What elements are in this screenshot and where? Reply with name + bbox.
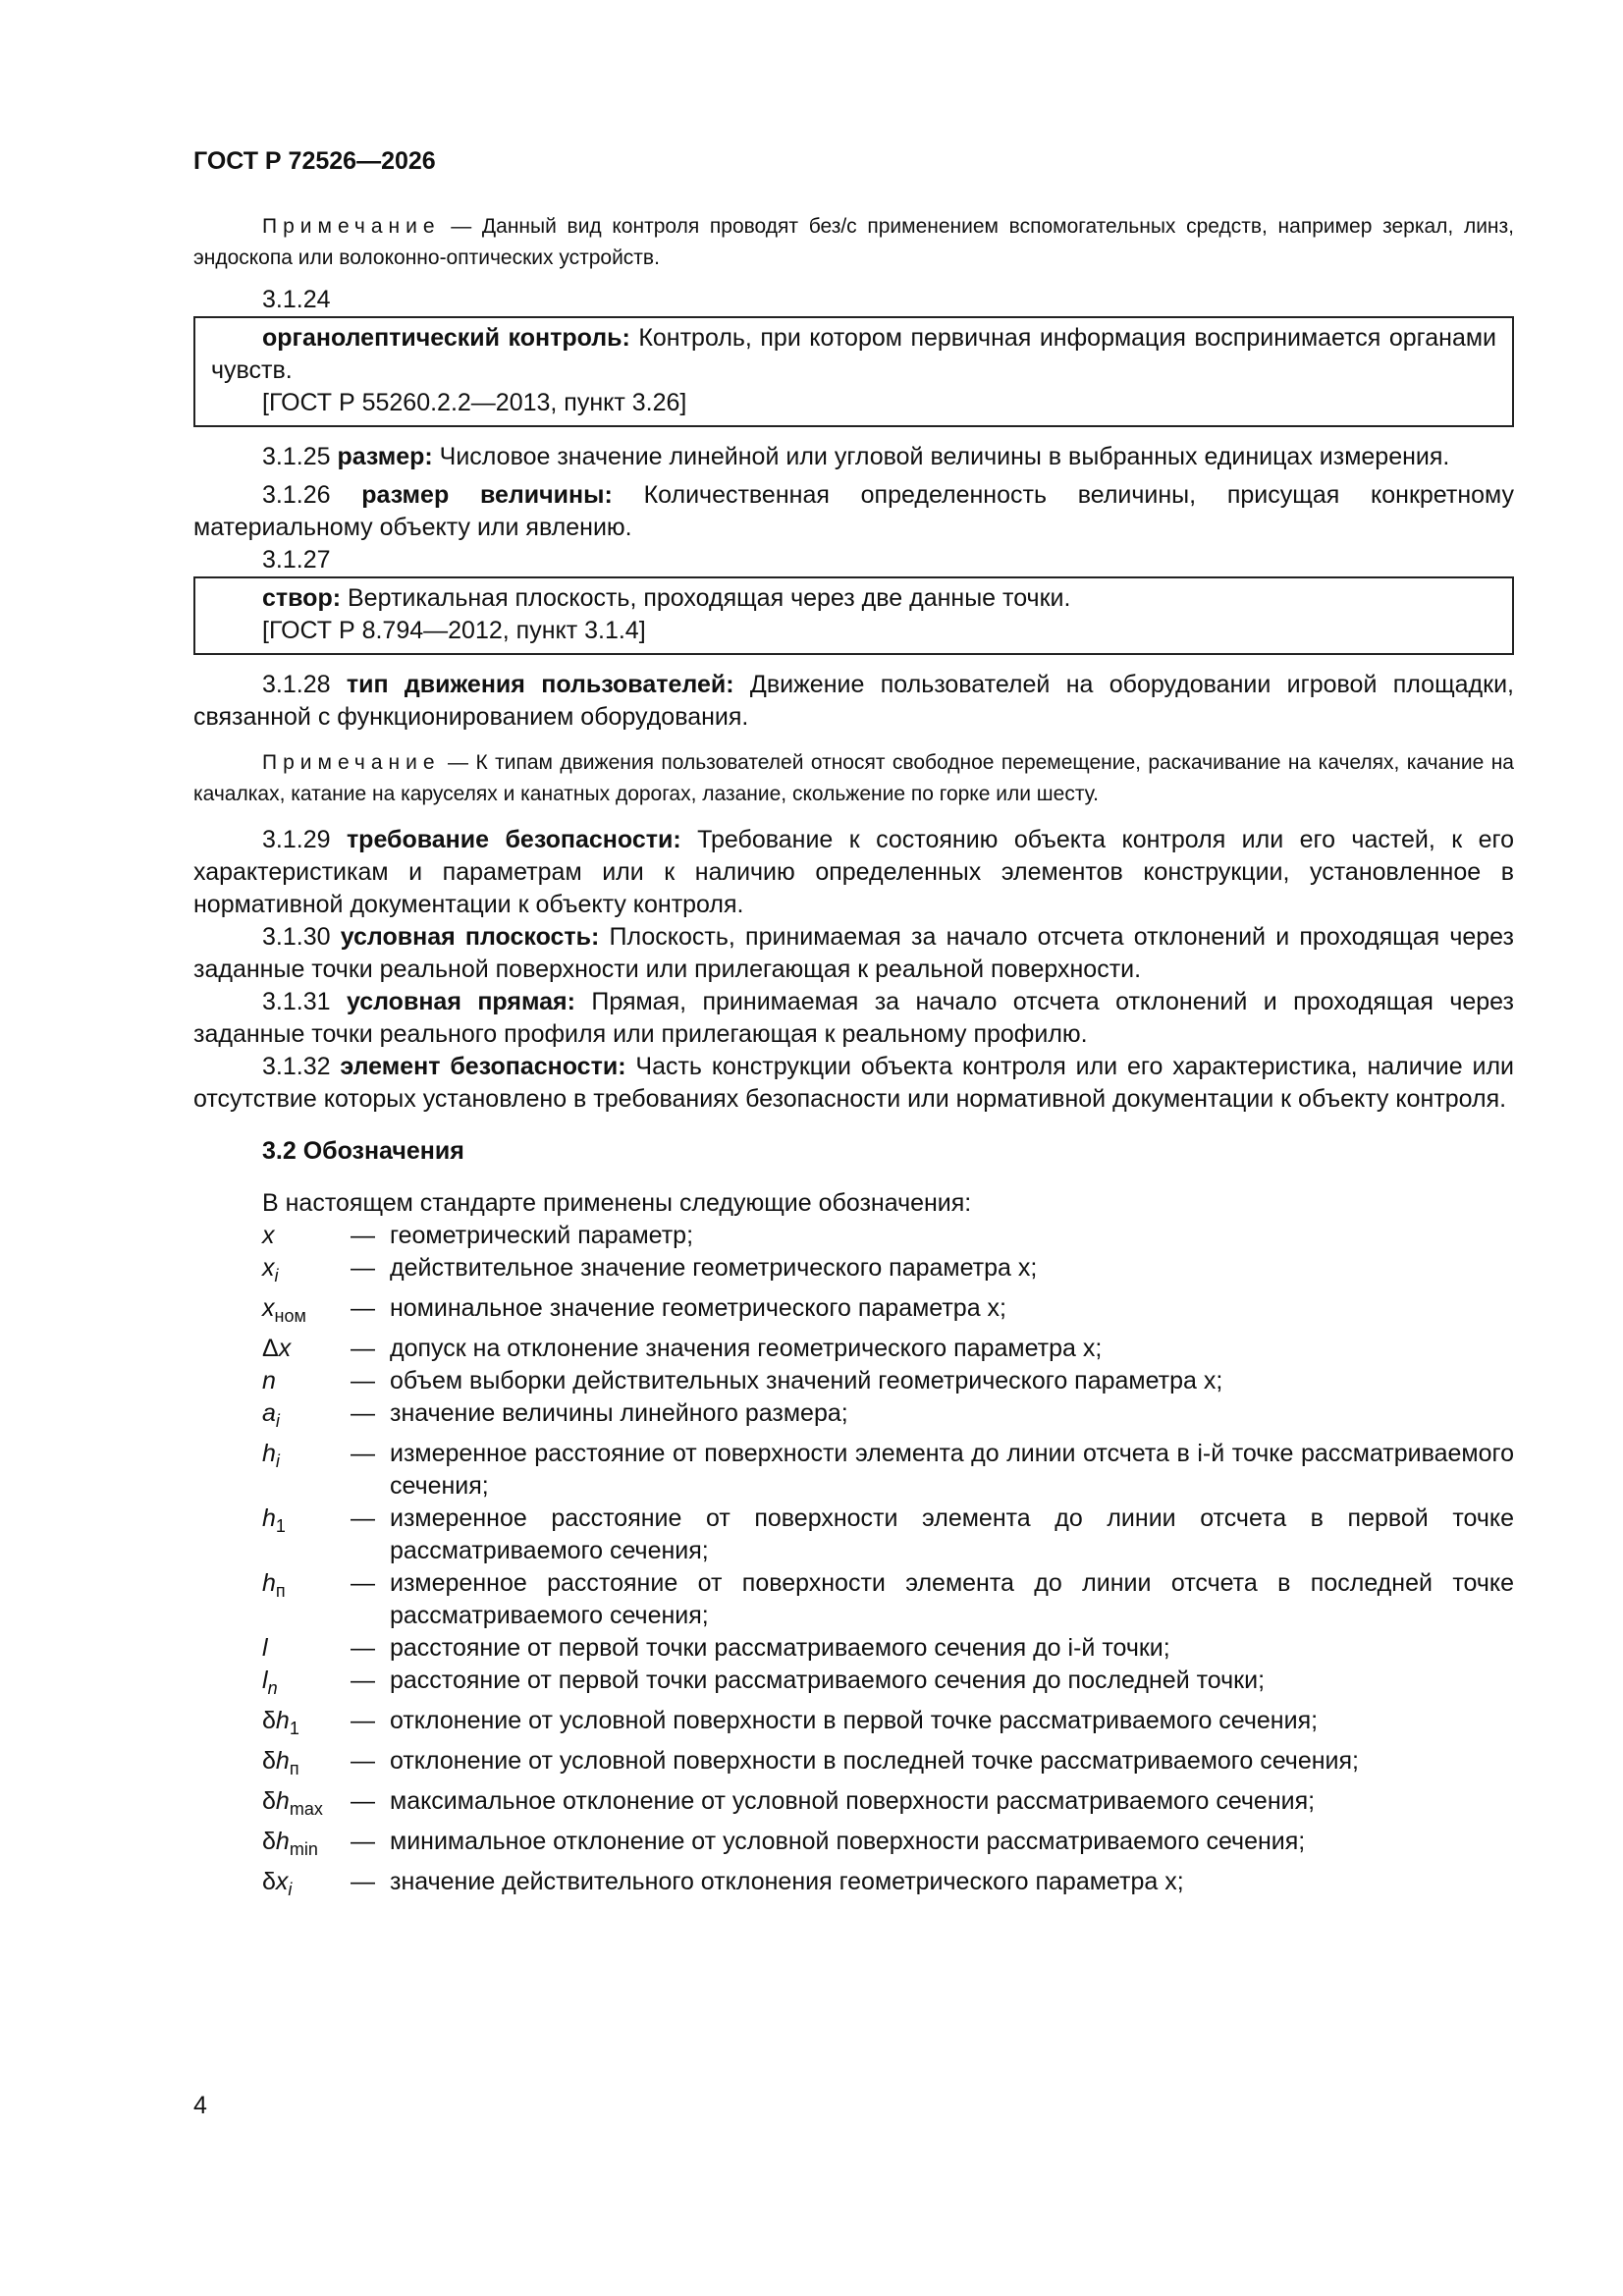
symbol-row: n — объем выборки действительных значений геометрического параметра x;: [193, 1365, 1514, 1397]
term-3-1-31: [193, 986, 1514, 1051]
term-source: [ГОСТ Р 8.794—2012, пункт 3.1.4]: [262, 617, 646, 644]
term-name: условная плоскость:: [340, 923, 600, 951]
symbol-description: геометрический параметр;: [390, 1222, 694, 1249]
note-1: [193, 211, 1514, 274]
term-3-1-30: [193, 921, 1514, 986]
term-name: элемент безопасности:: [340, 1053, 626, 1080]
term-definition: Требование к состоянию объекта контроля или его частей, к его характеристикам и параметрам или к наличию определенных элементов конструкции, установленное в нормативной документации к объекту контроля.: [193, 826, 1514, 918]
term-number: 3.1.27: [262, 546, 331, 574]
term-name: размер:: [337, 443, 433, 470]
note-text: — Данный вид контроля проводят без/с применением вспомогательных средств, например зеркал, линз, эндоскопа или волоконно-оптических устройств.: [193, 215, 1514, 269]
term-name: размер величины:: [361, 481, 613, 509]
note-label: Примечание: [262, 751, 441, 774]
symbol-description: значение действительного отклонения геометрического параметра x;: [390, 1868, 1184, 1895]
symbol-description: значение величины линейного размера;: [390, 1399, 848, 1427]
term-definition: Числовое значение линейной или угловой величины в выбранных единицах измерения.: [432, 443, 1450, 470]
symbol-description: максимальное отклонение от условной поверхности рассматриваемого сечения;: [390, 1787, 1316, 1815]
symbol: $h_i$: [262, 1440, 280, 1471]
term-name: тип движения пользователей:: [346, 671, 734, 698]
symbol-description: действительное значение геометрического параметра x;: [390, 1254, 1038, 1282]
symbol-description: отклонение от условной поверхности в последней точке рассматриваемого сечения;: [390, 1747, 1359, 1775]
symbol-description: расстояние от первой точки рассматриваемого сечения до последней точки;: [390, 1667, 1266, 1694]
term-number: 3.1.25: [262, 443, 338, 470]
term-definition: Вертикальная плоскость, проходящая через две данные точки.: [341, 584, 1071, 612]
note-text: — К типам движения пользователей относят свободное перемещение, раскачивание на качелях, качание на качалках, катание на каруселях и канатных дорогах, лазание, скольжение по горке или шесту.: [193, 751, 1514, 805]
symbol: $\delta h_п$: [262, 1747, 299, 1778]
symbol: $l_n$: [262, 1667, 278, 1698]
symbols-list: [193, 1220, 1514, 1906]
symbol: n: [262, 1367, 276, 1394]
symbol-row: $\delta h_1$ — отклонение от условной поверхности в первой точке рассматриваемого сечения;: [193, 1705, 1514, 1745]
symbol-description: отклонение от условной поверхности в первой точке рассматриваемого сечения;: [390, 1707, 1319, 1734]
term-definition: Плоскость, принимаемая за начало отсчета отклонений и проходящая через заданные точки реальной поверхности или прилегающая к реальной поверхности.: [193, 923, 1515, 983]
term-definition: Часть конструкции объекта контроля или его характеристика, наличие или отсутствие которых установлено в требованиях безопасности или нормативной документации к объекту контроля.: [193, 1053, 1515, 1113]
symbol-description: измеренное расстояние от поверхности элемента до линии отсчета в первой точке рассматриваемого сечения;: [390, 1504, 1514, 1564]
symbol-row: $h_1$ — измеренное расстояние от поверхности элемента до линии отсчета в первой точке рассматриваемого сечения;: [193, 1503, 1514, 1567]
term-source: [ГОСТ Р 55260.2.2—2013, пункт 3.26]: [262, 389, 687, 416]
document-page: [193, 147, 1514, 1906]
term-number: 3.1.24: [262, 286, 331, 313]
term-number: 3.1.30: [262, 923, 341, 951]
symbol-row: $x_{ном}$ — номинальное значение геометрического параметра x;: [193, 1292, 1514, 1333]
symbol-description: допуск на отклонение значения геометрического параметра x;: [390, 1335, 1103, 1362]
symbols-intro: В настоящем стандарте применены следующие обозначения:: [262, 1189, 972, 1217]
term-number: 3.1.29: [262, 826, 347, 853]
symbol: x: [262, 1222, 275, 1249]
symbol-row: $l_n$ — расстояние от первой точки рассматриваемого сечения до последней точки;: [193, 1665, 1514, 1705]
term-3-1-26: [193, 479, 1514, 544]
note-label: Примечание: [262, 215, 441, 238]
symbol: $\delta h_1$: [262, 1707, 299, 1738]
symbol: $\delta x_i$: [262, 1868, 293, 1899]
symbol-row: $h_п$ — измеренное расстояние от поверхности элемента до линии отсчета в последней точке рассматриваемого сечения;: [193, 1567, 1514, 1632]
section-heading: 3.2 Обозначения: [262, 1137, 464, 1165]
term-name: условная прямая:: [346, 988, 575, 1015]
symbol-description: расстояние от первой точки рассматриваемого сечения до i-й точки;: [390, 1634, 1170, 1662]
term-3-1-29: [193, 824, 1514, 921]
symbol: $x_{ном}$: [262, 1294, 306, 1326]
symbol-row: l — расстояние от первой точки рассматриваемого сечения до i-й точки;: [193, 1632, 1514, 1665]
symbol-description: измеренное расстояние от поверхности элемента до линии отсчета в i-й точке рассматриваемого сечения;: [390, 1440, 1514, 1500]
term-3-1-25: [193, 441, 1514, 473]
symbol: Δx: [262, 1335, 292, 1362]
term-definition: Количественная определенность величины, присущая конкретному материальному объекту или явлению.: [193, 481, 1514, 541]
term-box-3-1-24: [193, 316, 1514, 427]
term-box-3-1-27: [193, 576, 1514, 655]
term-definition: Контроль, при котором первичная информация воспринимается органами чувств.: [211, 324, 1496, 384]
note-2: [193, 747, 1514, 810]
term-number: 3.1.31: [262, 988, 347, 1015]
symbol-description: объем выборки действительных значений геометрического параметра x;: [390, 1367, 1223, 1394]
term-number: 3.1.32: [262, 1053, 341, 1080]
symbol: $x_i$: [262, 1254, 279, 1285]
symbol: l: [262, 1634, 268, 1662]
term-name: створ:: [262, 584, 342, 612]
symbol-row: $\delta x_i$ — значение действительного отклонения геометрического параметра x;: [193, 1866, 1514, 1906]
symbol-row: $\delta h_{min}$ — минимальное отклонение от условной поверхности рассматриваемого сечения;: [193, 1826, 1514, 1866]
symbol: $h_1$: [262, 1504, 286, 1536]
symbol-row: Δx — допуск на отклонение значения геометрического параметра x;: [193, 1333, 1514, 1365]
term-number: 3.1.26: [262, 481, 362, 509]
symbol: $\delta h_{max}$: [262, 1787, 323, 1819]
symbol-row: $h_i$ — измеренное расстояние от поверхности элемента до линии отсчета в i-й точке рассматриваемого сечения;: [193, 1438, 1514, 1503]
symbol: $a_i$: [262, 1399, 280, 1431]
document-header: ГОСТ Р 72526—2026: [193, 147, 436, 175]
symbol-row: $a_i$ — значение величины линейного размера;: [193, 1397, 1514, 1438]
page-number: 4: [193, 2092, 207, 2119]
symbol-row: x — геометрический параметр;: [193, 1220, 1514, 1252]
term-number: 3.1.28: [262, 671, 347, 698]
symbol-row: $\delta h_п$ — отклонение от условной поверхности в последней точке рассматриваемого сечения;: [193, 1745, 1514, 1785]
symbol-row: $\delta h_{max}$ — максимальное отклонение от условной поверхности рассматриваемого сечения;: [193, 1785, 1514, 1826]
symbol-description: минимальное отклонение от условной поверхности рассматриваемого сечения;: [390, 1828, 1306, 1855]
term-definition: Движение пользователей на оборудовании игровой площадки, связанной с функционированием оборудования.: [193, 671, 1514, 731]
symbol: $\delta h_{min}$: [262, 1828, 318, 1859]
symbol-description: измеренное расстояние от поверхности элемента до линии отсчета в последней точке рассматриваемого сечения;: [390, 1569, 1514, 1629]
term-3-1-32: [193, 1051, 1514, 1116]
term-name: органолептический контроль:: [262, 324, 630, 352]
symbol-description: номинальное значение геометрического параметра x;: [390, 1294, 1007, 1322]
term-name: требование безопасности:: [346, 826, 681, 853]
symbol-row: $x_i$ — действительное значение геометрического параметра x;: [193, 1252, 1514, 1292]
term-3-1-28: [193, 669, 1514, 734]
symbol: $h_п$: [262, 1569, 286, 1601]
term-definition: Прямая, принимаемая за начало отсчета отклонений и проходящая через заданные точки реального профиля или прилегающая к реальному профилю.: [193, 988, 1514, 1048]
